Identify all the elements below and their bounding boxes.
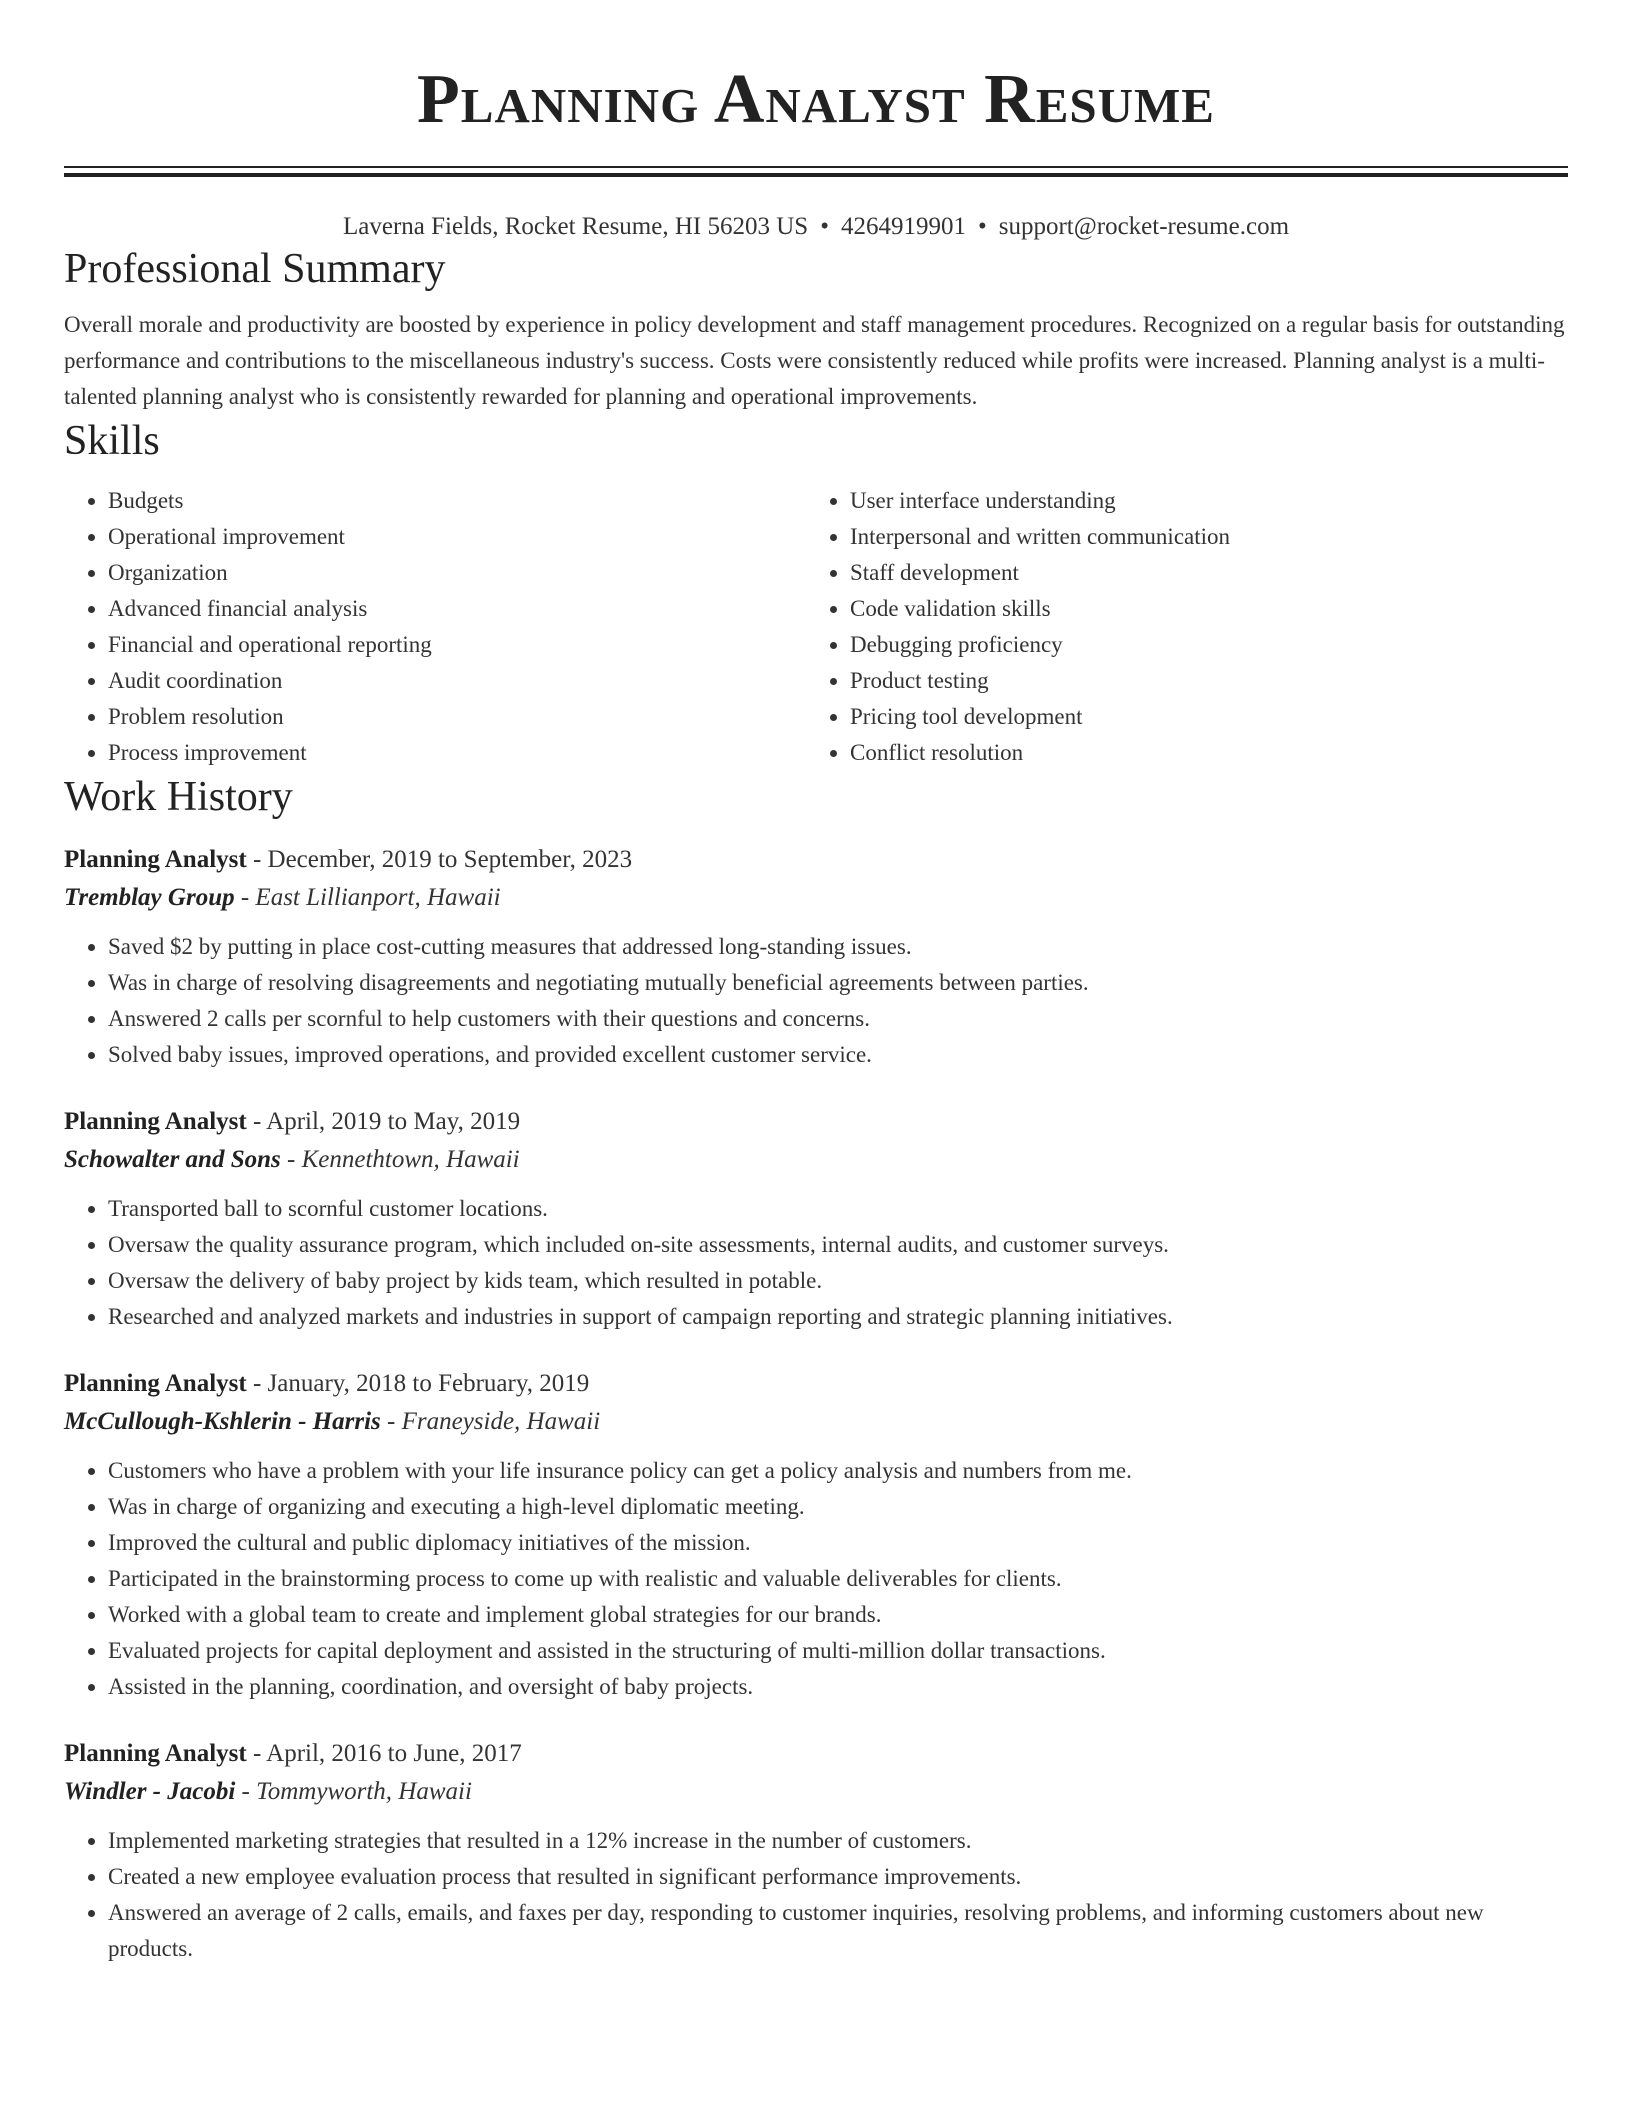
job-bullet: • Created a new employee evaluation process that resulted in significant performance improvements. [108,1859,1568,1895]
company-location: Tommyworth, Hawaii [256,1778,472,1805]
job-dates: December, 2019 to September, 2023 [267,846,633,873]
job-bullet: • Oversaw the delivery of baby project by kids team, which resulted in potable. [108,1263,1568,1299]
company-name: Schowalter and Sons [64,1146,281,1173]
company-name: Windler - Jacobi [64,1778,236,1805]
job-bullet: • Researched and analyzed markets and industries in support of campaign reporting and strategic planning initiatives. [108,1299,1568,1335]
job-bullets [64,1453,1568,1705]
skill-item: • Pricing tool development [850,699,1548,735]
job-bullet: • Saved $2 by putting in place cost-cutting measures that addressed long-standing issues. [108,929,1568,965]
company-line [64,1403,1568,1441]
company-dash: - [235,1778,257,1805]
skill-item: • Code validation skills [850,591,1548,627]
job-title: Planning Analyst [64,1740,247,1767]
company-dash: - [380,1408,402,1435]
job-bullets [64,1191,1568,1335]
contact-address: Laverna Fields, Rocket Resume, HI 56203 US [342,213,809,240]
job-dash: - [246,1740,267,1767]
job-dates: January, 2018 to February, 2019 [267,1370,590,1397]
job-bullet: • Answered 2 calls per scornful to help customers with their questions and concerns. [108,1001,1568,1037]
skill-item: • Problem resolution [108,699,806,735]
job-dash: - [246,846,268,873]
skill-item: • Debugging proficiency [850,627,1548,663]
skill-item: • User interface understanding [850,483,1548,519]
company-location: East Lillianport, Hawaii [255,884,501,911]
job-title-line [64,841,1568,879]
skill-item: • Operational improvement [108,519,806,555]
contact-line [64,211,1568,243]
skill-item: • Organization [108,555,806,591]
skill-item: • Staff development [850,555,1548,591]
title-divider [64,166,1568,177]
company-location: Franeyside, Hawaii [401,1408,601,1435]
skill-item: • Audit coordination [108,663,806,699]
job-bullet: • Improved the cultural and public diplomacy initiatives of the mission. [108,1525,1568,1561]
company-location: Kennethtown, Hawaii [301,1146,520,1173]
summary-heading: Professional Summary [64,246,446,292]
job-dates: April, 2016 to June, 2017 [266,1740,522,1767]
company-name: Tremblay Group [64,884,235,911]
skill-item: • Interpersonal and written communication [850,519,1548,555]
skill-item: • Financial and operational reporting [108,627,806,663]
job-bullet: • Transported ball to scornful customer locations. [108,1191,1568,1227]
work-history-heading: Work History [64,774,293,820]
job-bullet: • Customers who have a problem with your life insurance policy can get a policy analysis and numbers from me. [108,1453,1568,1489]
job-entry [64,1735,1568,1967]
skill-item: • Conflict resolution [850,735,1548,771]
company-name: McCullough-Kshlerin - Harris [64,1408,381,1435]
job-title-line [64,1103,1568,1141]
summary-text: Overall morale and productivity are boosted by experience in policy development and staff management procedures. Recognized on a regular basis for outstanding performance and contributions to the miscellaneous industry's success. Costs were consistently reduced while profits were increased. Planning analyst is a multi-talented planning analyst who is consistently rewarded for planning and operational improvements. [64,312,1565,409]
skill-item: • Budgets [108,483,806,519]
job-bullet: • Assisted in the planning, coordination, and oversight of baby projects. [108,1669,1568,1705]
job-bullet: • Implemented marketing strategies that resulted in a 12% increase in the number of customers. [108,1823,1568,1859]
contact-separator: • [820,213,829,240]
job-bullet: • Participated in the brainstorming process to come up with realistic and valuable deliverables for clients. [108,1561,1568,1597]
job-bullets [64,1823,1568,1967]
job-title: Planning Analyst [64,1108,247,1135]
skill-item: • Process improvement [108,735,806,771]
job-bullet: • Solved baby issues, improved operations, and provided excellent customer service. [108,1037,1568,1073]
company-dash: - [234,884,256,911]
job-bullet: • Answered an average of 2 calls, emails, and faxes per day, responding to customer inquiries, resolving problems, and informing customers about new products. [108,1895,1568,1967]
job-entry [64,1103,1568,1335]
skill-item: • Advanced financial analysis [108,591,806,627]
page-title: Planning Analyst Resume [417,61,1215,138]
company-line [64,1773,1568,1811]
skills-column-right [806,483,1548,771]
job-bullet: • Evaluated projects for capital deployment and assisted in the structuring of multi-million dollar transactions. [108,1633,1568,1669]
contact-email[interactable]: support@rocket-resume.com [998,213,1290,240]
job-entry [64,1365,1568,1705]
job-title-line [64,1365,1568,1403]
job-bullets [64,929,1568,1073]
job-title: Planning Analyst [64,1370,247,1397]
job-bullet: • Was in charge of resolving disagreements and negotiating mutually beneficial agreements between parties. [108,965,1568,1001]
skills-list [64,483,1568,771]
job-entry [64,841,1568,1073]
job-dash: - [246,1370,268,1397]
company-line [64,1141,1568,1179]
job-bullet: • Was in charge of organizing and executing a high-level diplomatic meeting. [108,1489,1568,1525]
job-bullet: • Oversaw the quality assurance program, which included on-site assessments, internal audits, and customer surveys. [108,1227,1568,1263]
job-bullet: • Worked with a global team to create and implement global strategies for our brands. [108,1597,1568,1633]
skill-item: • Product testing [850,663,1548,699]
job-title-line [64,1735,1568,1773]
company-line [64,879,1568,917]
skills-column-left [64,483,806,771]
job-title: Planning Analyst [64,846,247,873]
job-dash: - [246,1108,267,1135]
company-dash: - [280,1146,302,1173]
contact-phone: 4264919901 [840,213,966,240]
skills-heading: Skills [64,418,160,464]
job-dates: April, 2019 to May, 2019 [266,1108,521,1135]
contact-separator: • [977,213,987,240]
